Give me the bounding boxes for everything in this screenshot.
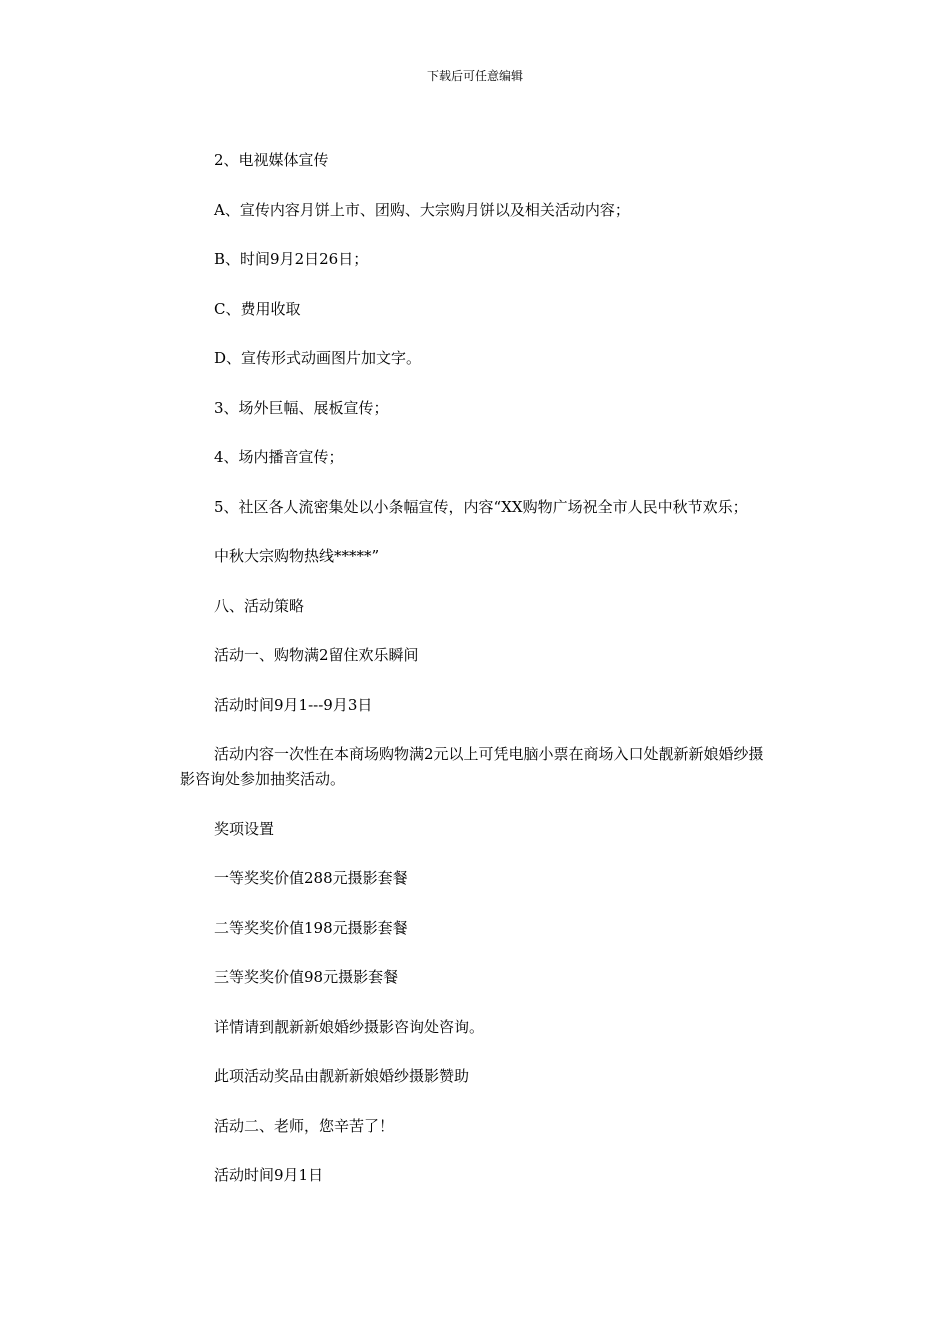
paragraph-activity-one: 活动一、购物满2留住欢乐瞬间 [214,646,419,664]
paragraph-indoor-broadcast: 4、场内播音宣传； [214,448,344,466]
paragraph-tv-media: 2、电视媒体宣传 [214,151,329,169]
paragraph-community-banner: 5、社区各人流密集处以小条幅宣传，内容“XX购物广场祝全市人民中秋节欢乐； [214,497,748,516]
paragraph-third-prize: 三等奖奖价值98元摄影套餐 [214,968,399,986]
paragraph-prize-settings: 奖项设置 [214,819,275,838]
paragraph-activity-two-time: 活动时间9月1日 [214,1166,324,1184]
paragraph-activity-one-content: 活动内容一次性在本商场购物满2元以上可凭电脑小票在商场入口处靓新新娘婚纱摄影咨询处参加抽奖活动。 [180,745,764,788]
paragraph-hotline: 中秋大宗购物热线*****” [214,547,380,565]
paragraph-promo-content: A、宣传内容月饼上市、团购、大宗购月饼以及相关活动内容； [214,200,630,219]
paragraph-second-prize: 二等奖奖价值198元摄影套餐 [214,918,408,937]
page-header-note: 下载后可任意编辑 [426,69,523,83]
document-body [180,148,772,1213]
paragraph-outdoor-banner: 3、场外巨幅、展板宣传； [214,398,389,417]
paragraph-sponsor: 此项活动奖品由靓新新娘婚纱摄影赞助 [214,1067,470,1085]
paragraph-promo-fee: C、费用收取 [214,299,301,318]
paragraph-activity-one-time: 活动时间9月1---9月3日 [214,695,373,714]
paragraph-activity-two: 活动二、老师，您辛苦了！ [214,1116,395,1135]
paragraph-promo-time: B、时间9月2日26日； [214,250,369,268]
paragraph-details: 详情请到靓新新娘婚纱摄影咨询处咨询。 [214,1017,485,1036]
paragraph-first-prize: 一等奖奖价值288元摄影套餐 [214,869,408,887]
paragraph-promo-form: D、宣传形式动画图片加文字。 [214,349,422,367]
section-heading-strategy: 八、活动策略 [214,596,305,615]
